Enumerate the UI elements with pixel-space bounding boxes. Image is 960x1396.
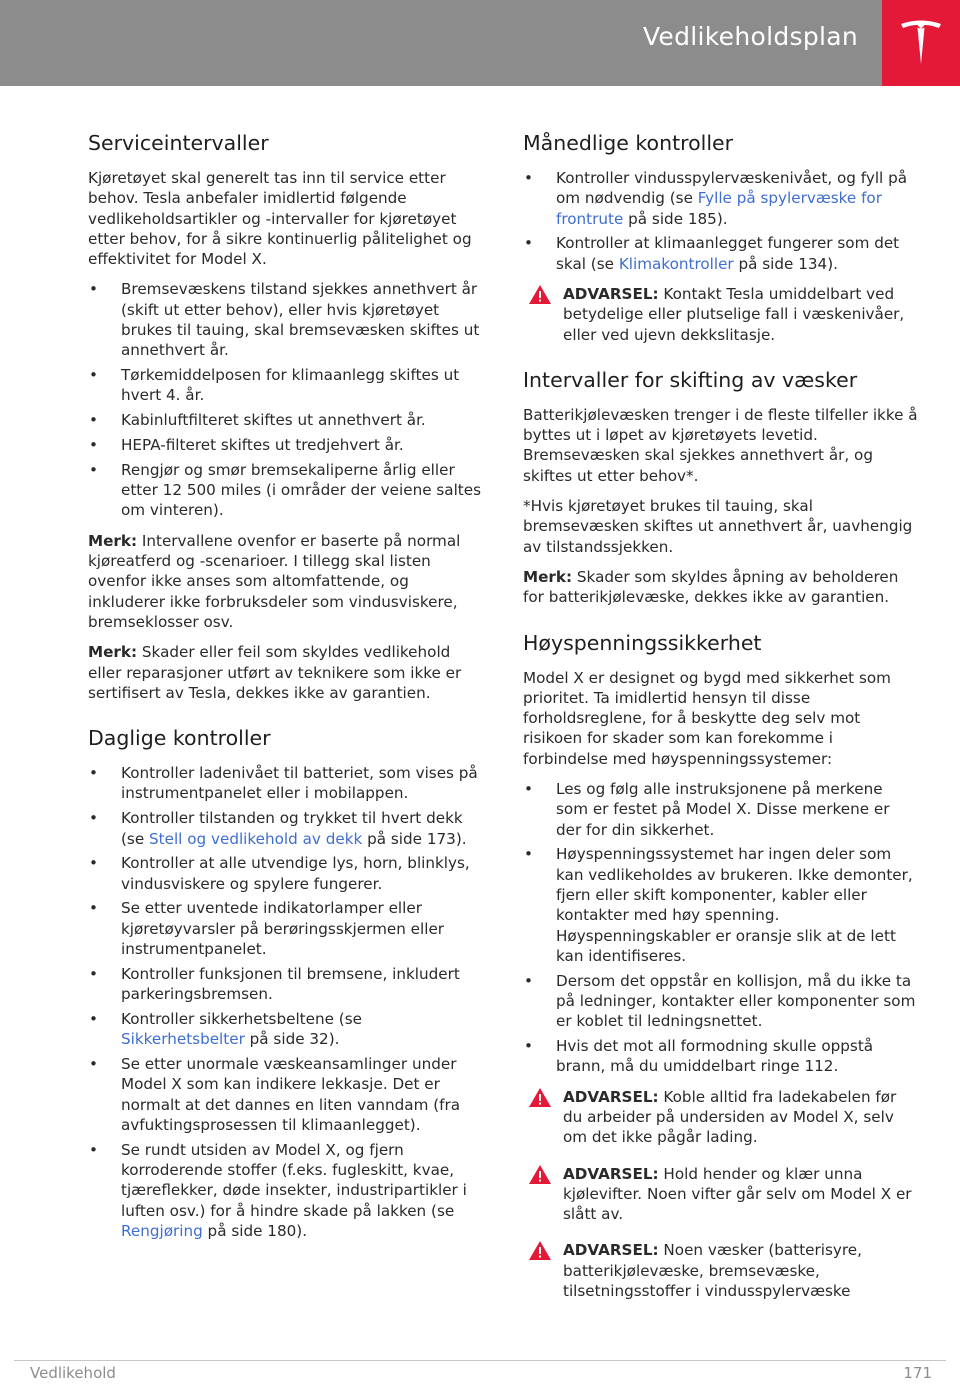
tesla-logo <box>882 0 960 86</box>
list-item: • Kabinluftfilteret skiftes ut annethvert år. <box>89 411 426 430</box>
tesla-logo-icon <box>899 18 943 66</box>
hv-intro: Model X er designet og bygd med sikkerhet som prioritet. Ta imidlertid hensyn til disse forholdsreglene, for å beskytte deg selv mot risikoen for skader som kan forekomme i forbindelse med høyspenningssystemer: <box>523 668 891 768</box>
link-cleaning[interactable]: Rengjøring <box>121 1221 203 1240</box>
bullet: • <box>89 460 98 479</box>
bullet: • <box>524 845 533 864</box>
list-item: • Bremsevæskens tilstand sjekkes annethvert år (skift ut etter behov), eller hvis kjøretøyet brukes til tauing, skal bremsevæsken skiftes ut annethvert år. <box>89 280 480 360</box>
bullet: • <box>524 169 533 187</box>
warning-charge-cable: ADVARSEL: Koble alltid fra ladekabelen før du arbeider på undersiden av Model X, selv om det ikke pågår lading. <box>523 1087 919 1148</box>
bullet: • <box>89 899 98 918</box>
list-item: • Les og følg alle instruksjonene på merkene som er festet på Model X. Disse merkene er der for din sikkerhet. <box>524 780 890 839</box>
list-item: • Kontroller sikkerhetsbeltene (se Sikkerhetsbelter på side 32). <box>89 1009 362 1049</box>
page-header <box>0 0 960 86</box>
warning-fluids: ADVARSEL: Noen væsker (batterisyre, batterikjølevæske, bremsevæske, tilsetningsstoffer i vindusspylervæske <box>523 1240 919 1301</box>
note-warranty: Merk: Skader eller feil som skyldes vedlikehold eller reparasjoner utført av teknikere som ikke er sertifisert av Tesla, dekkes ikke av garantien. <box>88 643 462 702</box>
bullet: • <box>89 280 98 299</box>
page-title: Vedlikeholdsplan <box>642 22 858 51</box>
note-label: Merk: <box>523 567 573 586</box>
bullet: • <box>89 964 98 983</box>
warning-triangle-icon <box>529 1241 551 1260</box>
heading-service-intervals: Serviceintervaller <box>88 131 269 155</box>
warning-label: ADVARSEL: <box>563 284 659 303</box>
list-item: • Dersom det oppstår en kollisjon, må du ikke ta på ledninger, kontakter eller komponenter som er koblet til ledningsnettet. <box>524 971 916 1031</box>
note-label: Merk: <box>88 643 138 662</box>
warning-label: ADVARSEL: <box>563 1087 659 1106</box>
heading-hv-safety: Høyspenningssikkerhet <box>523 630 762 655</box>
daily-list <box>88 763 484 1241</box>
link-seat-belts[interactable]: Sikkerhetsbelter <box>121 1030 245 1049</box>
warning-triangle-icon <box>529 1165 551 1184</box>
warning-fluid-levels: ADVARSEL: Kontakt Tesla umiddelbart ved betydelige eller plutselige fall i væskenivåer, eller ved ujevn dekkslitasje. <box>523 284 919 345</box>
heading-monthly-checks: Månedlige kontroller <box>523 131 734 155</box>
bullet: • <box>524 780 533 799</box>
right-column <box>523 130 919 1317</box>
service-list <box>88 279 484 520</box>
page-number: 171 <box>903 1364 932 1382</box>
fluids-p1: Batterikjølevæsken trenger i de fleste tilfeller ikke å byttes ut i løpet av kjøretøyets levetid. Bremsevæsken skal sjekkes annethvert år, og skiftes ut etter behov*. <box>523 405 918 485</box>
bullet: • <box>89 1009 98 1028</box>
list-item: • Kontroller funksjonen til bremsene, inkludert parkeringsbremsen. <box>89 964 460 1004</box>
monthly-list <box>523 168 919 274</box>
list-item: • Kontroller ladenivået til batteriet, som vises på instrumentpanelet eller i mobilappen. <box>89 764 478 803</box>
list-item: • Rengjør og smør bremsekaliperne årlig eller etter 12 500 miles (i områder der veiene saltes om vinteren). <box>89 460 482 520</box>
bullet: • <box>524 971 533 990</box>
link-washer-fluid[interactable]: Fylle på spylervæske for frontrute <box>556 189 882 228</box>
warning-label: ADVARSEL: <box>563 1241 659 1260</box>
list-item: • Kontroller at klimaanlegget fungerer som det skal (se Klimakontroller på side 134). <box>524 234 900 273</box>
bullet: • <box>89 809 98 828</box>
note-coolant: Merk: Skader som skyldes åpning av beholderen for batterikjølevæske, dekkes ikke av garantien. <box>523 567 899 607</box>
hv-list <box>523 779 919 1077</box>
bullet: • <box>524 234 533 253</box>
note-intervals: Merk: Intervallene ovenfor er baserte på normal kjøreatferd og -scenarioer. I tillegg skal listen ovenfor ikke anses som altomfattende, og inkluderer ikke forbruksdeler som vindusviskere, bremseklosser osv. <box>88 531 461 631</box>
warning-cooling-fans: ADVARSEL: Hold hender og klær unna kjølevifter. Noen vifter går selv om Model X er slått av. <box>523 1164 919 1225</box>
bullet: • <box>89 1140 98 1159</box>
list-item: • Se etter unormale væskeansamlinger under Model X som kan indikere lekkasje. Det er normalt at det dannes en liten vanndam (fra avfuktingsprosessen til klimaanlegget). <box>89 1054 461 1134</box>
bullet: • <box>89 366 98 385</box>
fluids-p2: *Hvis kjøretøyet brukes til tauing, skal bremsevæsken skiftes ut annethvert år, uavhengig av tilstandssjekken. <box>523 497 913 556</box>
link-tire-care[interactable]: Stell og vedlikehold av dekk <box>149 829 363 848</box>
list-item: • Høyspenningssystemet har ingen deler som kan vedlikeholdes av brukeren. Ikke demonter, fjern eller skift komponenter, kabler eller kontakter med høy spenning. Høyspenningskabler er oransje slik at de lett kan identifiseres. <box>524 845 913 965</box>
heading-fluid-intervals: Intervaller for skifting av væsker <box>523 367 858 392</box>
heading-daily-checks: Daglige kontroller <box>88 726 271 751</box>
footer-section: Vedlikehold <box>30 1364 116 1382</box>
list-item: • Kontroller vindusspylervæskenivået, og fyll på om nødvendig (se Fylle på spylervæske for frontrute på side 185). <box>524 169 908 228</box>
bullet: • <box>89 1054 98 1073</box>
list-item: • Se etter uventede indikatorlamper eller kjøretøyvarsler på berøringsskjermen eller instrumentpanelet. <box>89 899 445 958</box>
bullet: • <box>89 436 98 455</box>
bullet: • <box>89 854 98 873</box>
list-item: • Tørkemiddelposen for klimaanlegg skiftes ut hvert 4. år. <box>89 366 460 405</box>
service-intro: Kjøretøyet skal generelt tas inn til service etter behov. Tesla anbefaler imidlertid følgende vedlikeholdsartikler og -intervaller for kjøretøyet etter behov, for å sikre kontinuerlig pålitelighet og effektivitet for Model X. <box>88 169 472 269</box>
list-item: • Kontroller at alle utvendige lys, horn, blinklys, vindusviskere og spylere fungerer. <box>89 854 470 893</box>
left-column <box>88 130 484 1251</box>
list-item: • Hvis det mot all formodning skulle oppstå brann, må du umiddelbart ringe 112. <box>524 1037 874 1076</box>
footer-divider <box>14 1360 946 1361</box>
list-item: • Se rundt utsiden av Model X, og fjern korroderende stoffer (f.eks. fugleskitt, kvae, tjæreflekker, døde insekter, industripartikler i luften osv.) for å hindre skade på lakken (se Rengjøring på side 180). <box>89 1140 467 1240</box>
list-item: • HEPA-filteret skiftes ut tredjehvert år. <box>89 436 404 455</box>
warning-triangle-icon <box>529 1088 551 1107</box>
bullet: • <box>89 764 98 783</box>
bullet: • <box>524 1037 533 1056</box>
link-climate-controls[interactable]: Klimakontroller <box>618 254 734 273</box>
warning-triangle-icon <box>529 285 551 304</box>
warning-label: ADVARSEL: <box>563 1164 659 1183</box>
bullet: • <box>89 411 98 430</box>
list-item: • Kontroller tilstanden og trykket til hvert dekk (se Stell og vedlikehold av dekk på side 173). <box>89 809 467 848</box>
note-label: Merk: <box>88 531 138 550</box>
